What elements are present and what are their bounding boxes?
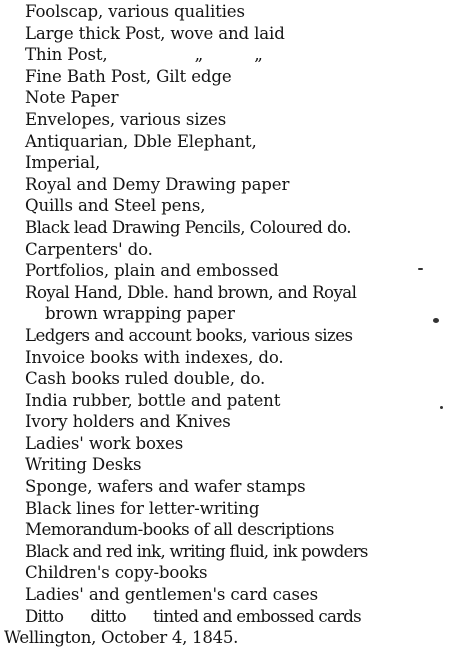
- list-item: Quills and Steel pens,: [25, 196, 206, 216]
- list-item: Ledgers and account books, various sizes: [25, 325, 353, 345]
- list-item: Ditto ditto tinted and embossed cards: [25, 606, 361, 626]
- list-item: Carpenters' do.: [25, 239, 153, 259]
- list-item: Black lines for letter-writing: [25, 498, 260, 518]
- list-item: Large thick Post, wove and laid: [25, 23, 285, 43]
- list-item: Memorandum-books of all descriptions: [25, 520, 334, 540]
- list-item: Antiquarian, Dble Elephant,: [25, 131, 257, 151]
- ink-speck: [433, 318, 439, 323]
- list-item: Royal and Demy Drawing paper: [25, 174, 290, 194]
- ink-speck: [418, 268, 423, 270]
- dateline: Wellington, October 4, 1845.: [4, 628, 239, 648]
- list-item-continuation: brown wrapping paper: [45, 304, 235, 324]
- list-item: Portfolios, plain and embossed: [25, 261, 279, 281]
- list-item: Sponge, wafers and wafer stamps: [25, 477, 306, 497]
- list-item: Thin Post, „ „: [25, 45, 263, 65]
- list-item: Royal Hand, Dble. hand brown, and Royal: [25, 282, 357, 302]
- list-item: Writing Desks: [25, 455, 142, 475]
- list-item: Ivory holders and Knives: [25, 412, 231, 432]
- list-item: Children's copy-books: [25, 563, 208, 583]
- list-item: Ladies' and gentlemen's card cases: [25, 585, 318, 605]
- list-item: Foolscap, various qualities: [25, 2, 245, 21]
- list-item: Invoice books with indexes, do.: [25, 347, 284, 367]
- list-item: India rubber, bottle and patent: [25, 390, 281, 410]
- list-item: Imperial,: [25, 153, 101, 173]
- list-item: Black and red ink, writing fluid, ink powders: [25, 541, 368, 561]
- stationery-list: [0, 1, 465, 649]
- list-item: Ladies' work boxes: [25, 433, 184, 453]
- list-item: Note Paper: [25, 88, 119, 108]
- list-item: Cash books ruled double, do.: [25, 369, 266, 389]
- ink-speck: [440, 406, 443, 409]
- list-item: Envelopes, various sizes: [25, 109, 227, 129]
- list-item: Fine Bath Post, Gilt edge: [25, 66, 232, 86]
- list-item: Black lead Drawing Pencils, Coloured do.: [25, 217, 351, 237]
